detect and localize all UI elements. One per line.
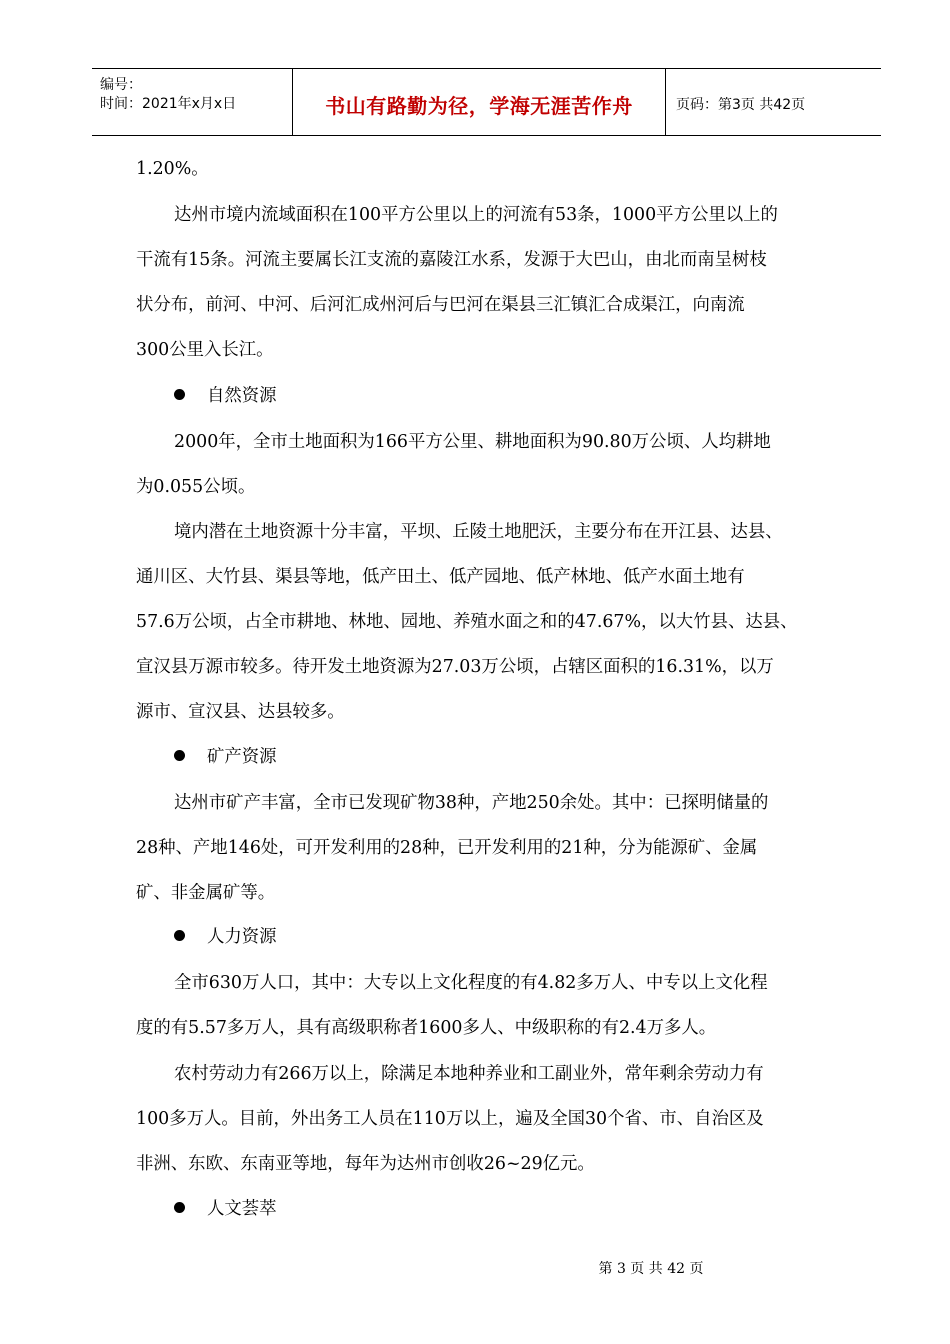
- section-heading: [174, 749, 277, 766]
- body-line: 度的有5.57多万人，具有高级职称者1600多人、中级职称的有2.4万多人。: [136, 1018, 717, 1038]
- body-line: 源市、宣汉县、达县较多。: [136, 702, 345, 722]
- header-page-cell: [666, 69, 881, 135]
- section-heading-text: 人力资源: [207, 927, 277, 947]
- body-line: 为0.055公顷。: [136, 477, 256, 497]
- body-line: 100多万人。目前，外出务工人员在110万以上，遍及全国30个省、市、自治区及: [136, 1109, 764, 1129]
- body-line: 达州市矿产丰富，全市已发现矿物38种，产地250余处。其中：已探明储量的: [174, 793, 769, 813]
- body-line: 宣汉县万源市较多。待开发土地资源为27.03万公顷，占辖区面积的16.31%，以万: [136, 657, 774, 677]
- section-heading: [174, 1201, 277, 1218]
- footer-page-number: 第 3 页 共 42 页: [598, 1261, 704, 1277]
- document-time-label: 时间：2021年x月x日: [100, 96, 237, 112]
- body-line: 状分布，前河、中河、后河汇成州河后与巴河在渠县三汇镇汇合成渠江，向南流: [136, 295, 745, 315]
- page-footer: [0, 1258, 950, 1278]
- body-line: 2000年，全市土地面积为166平方公里、耕地面积为90.80万公顷、人均耕地: [174, 432, 771, 452]
- body-line: 300公里入长江。: [136, 340, 274, 360]
- section-heading: [174, 388, 277, 405]
- bullet-dot-icon: [174, 750, 185, 761]
- section-heading: [174, 929, 277, 946]
- bullet-dot-icon: [174, 930, 185, 941]
- body-line: 1.20%。: [136, 159, 209, 179]
- body-line: 全市630万人口，其中：大专以上文化程度的有4.82多万人、中专以上文化程: [174, 973, 768, 993]
- body-line: 农村劳动力有266万以上，除满足本地种养业和工副业外，常年剩余劳动力有: [174, 1064, 764, 1084]
- header-motto-cell: [293, 69, 666, 135]
- bullet-dot-icon: [174, 389, 185, 400]
- document-number-label: 编号：: [100, 77, 142, 93]
- body-line: 28种、产地146处，可开发利用的28种，已开发利用的21种，分为能源矿、金属: [136, 838, 758, 858]
- body-line: 境内潜在土地资源十分丰富，平坝、丘陵土地肥沃，主要分布在开江县、达县、: [174, 522, 783, 542]
- header-meta-cell: [92, 69, 293, 135]
- body-line: 干流有15条。河流主要属长江支流的嘉陵江水系，发源于大巴山，由北而南呈树枝: [136, 250, 767, 270]
- bullet-dot-icon: [174, 1202, 185, 1213]
- section-heading-text: 矿产资源: [207, 747, 277, 767]
- section-heading-text: 人文荟萃: [207, 1199, 277, 1219]
- body-line: 非洲、东欧、东南亚等地，每年为达州市创收26~29亿元。: [136, 1154, 595, 1174]
- header-motto: 书山有路勤为径，学海无涯苦作舟: [325, 94, 633, 118]
- body-line: 57.6万公顷，占全市耕地、林地、园地、养殖水面之和的47.67%，以大竹县、达县、: [136, 612, 798, 632]
- body-line: 矿、非金属矿等。: [136, 883, 276, 903]
- body-line: 通川区、大竹县、渠县等地，低产田土、低产园地、低产林地、低产水面土地有: [136, 567, 745, 587]
- header-page-info: 页码：第3页 共42页: [676, 97, 806, 113]
- section-heading-text: 自然资源: [207, 386, 277, 406]
- page-header-table: [92, 68, 881, 136]
- body-line: 达州市境内流域面积在100平方公里以上的河流有53条，1000平方公里以上的: [174, 205, 778, 225]
